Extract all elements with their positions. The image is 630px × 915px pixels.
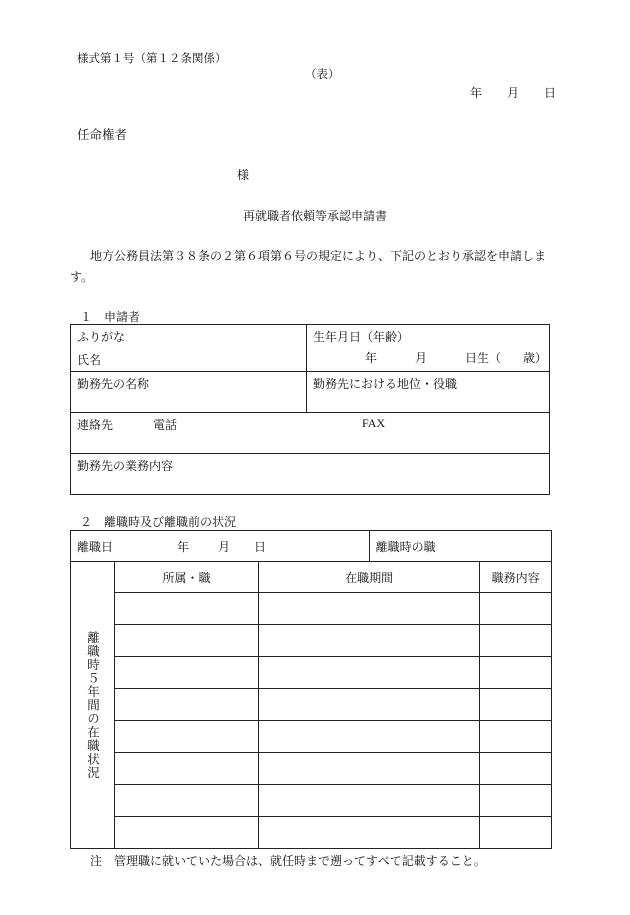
- name-label: 氏名: [77, 353, 102, 367]
- table-row-6-duties[interactable]: [480, 753, 552, 785]
- table-row-1-period[interactable]: [259, 593, 480, 625]
- retire-post-cell: [369, 531, 551, 562]
- section1-heading: １ 申請者: [80, 310, 141, 324]
- col-dept-header: 所属・職: [115, 562, 259, 593]
- table-row-7-dept[interactable]: [115, 785, 259, 817]
- table-row-3-dept[interactable]: [115, 657, 259, 689]
- retire-post-label: 離職時の職: [375, 539, 436, 554]
- table-row-5-duties[interactable]: [480, 721, 552, 753]
- table-row-3-period[interactable]: [259, 657, 480, 689]
- date-year-label: 年: [470, 86, 483, 100]
- table-row-2-period[interactable]: [259, 625, 480, 657]
- date-month-label: 月: [507, 86, 520, 100]
- retire-date-cell: [71, 531, 370, 562]
- employer-position-cell: [307, 372, 550, 413]
- honorific-label: 様: [237, 168, 250, 182]
- career-vertical-label: 離職時５年間の在職状況: [85, 630, 101, 780]
- birth-year-label: 年: [365, 351, 378, 365]
- retire-date-label: 離職日: [77, 540, 114, 554]
- applicant-table: [70, 324, 550, 495]
- phone-label: 電話: [153, 418, 178, 432]
- contact-cell: [71, 413, 550, 454]
- retire-day-label: 日: [254, 540, 267, 554]
- fax-label: FAX: [362, 416, 386, 430]
- appointer-label: 任命権者: [77, 127, 128, 142]
- table-row-4-duties[interactable]: [480, 689, 552, 721]
- employer-business-label: 勤務先の業務内容: [77, 459, 174, 473]
- table-row-8-duties[interactable]: [480, 817, 552, 849]
- vertical-label-cell: [71, 562, 115, 849]
- col-period-header: 在職期間: [259, 562, 480, 593]
- table-row-7-duties[interactable]: [480, 785, 552, 817]
- birth-age-label: 歳）: [523, 351, 548, 365]
- table-row-8-period[interactable]: [259, 817, 480, 849]
- footnote: 注 管理職に就いていた場合は、就任時まで遡ってすべて記載すること。: [90, 854, 486, 868]
- table-row-1-duties[interactable]: [480, 593, 552, 625]
- section2-heading: ２ 離職時及び離職前の状況: [80, 515, 237, 529]
- front-side-label: （表）: [305, 67, 340, 81]
- table-row-5-dept[interactable]: [115, 721, 259, 753]
- employer-name-label: 勤務先の名称: [77, 377, 150, 391]
- table-row-6-dept[interactable]: [115, 753, 259, 785]
- table-row-5-period[interactable]: [259, 721, 480, 753]
- business-cell: [71, 454, 550, 495]
- col-duties-header: 職務内容: [480, 562, 552, 593]
- table-row-6-period[interactable]: [259, 753, 480, 785]
- birth-label: 生年月日（年齢）: [313, 330, 410, 344]
- table-row-2-duties[interactable]: [480, 625, 552, 657]
- employer-name-cell: [71, 372, 307, 413]
- table-row-7-period[interactable]: [259, 785, 480, 817]
- birth-day-label: 日生（: [465, 351, 502, 365]
- intro-line-1: 地方公務員法第３８条の２第６項第６号の規定により、下記のとおり承認を申請しま: [90, 249, 547, 263]
- form-number: 様式第１号（第１２条関係）: [77, 51, 227, 65]
- table-row-2-dept[interactable]: [115, 625, 259, 657]
- table-row-8-dept[interactable]: [115, 817, 259, 849]
- furigana-label: ふりがな: [77, 330, 126, 344]
- name-cell: [71, 325, 307, 372]
- birth-month-label: 月: [415, 351, 428, 365]
- retire-month-label: 月: [218, 540, 231, 554]
- employer-position-label: 勤務先における地位・役職: [313, 377, 458, 391]
- table-row-4-dept[interactable]: [115, 689, 259, 721]
- table-row-4-period[interactable]: [259, 689, 480, 721]
- contact-label: 連絡先: [77, 418, 114, 432]
- retire-year-label: 年: [177, 540, 190, 554]
- birth-cell: [307, 325, 550, 372]
- retirement-table: [70, 530, 552, 849]
- table-row-1-dept[interactable]: [115, 593, 259, 625]
- document-title: 再就職者依頼等承認申請書: [243, 209, 388, 223]
- intro-line-2: す。: [70, 270, 94, 284]
- table-row-3-duties[interactable]: [480, 657, 552, 689]
- date-day-label: 日: [544, 86, 557, 100]
